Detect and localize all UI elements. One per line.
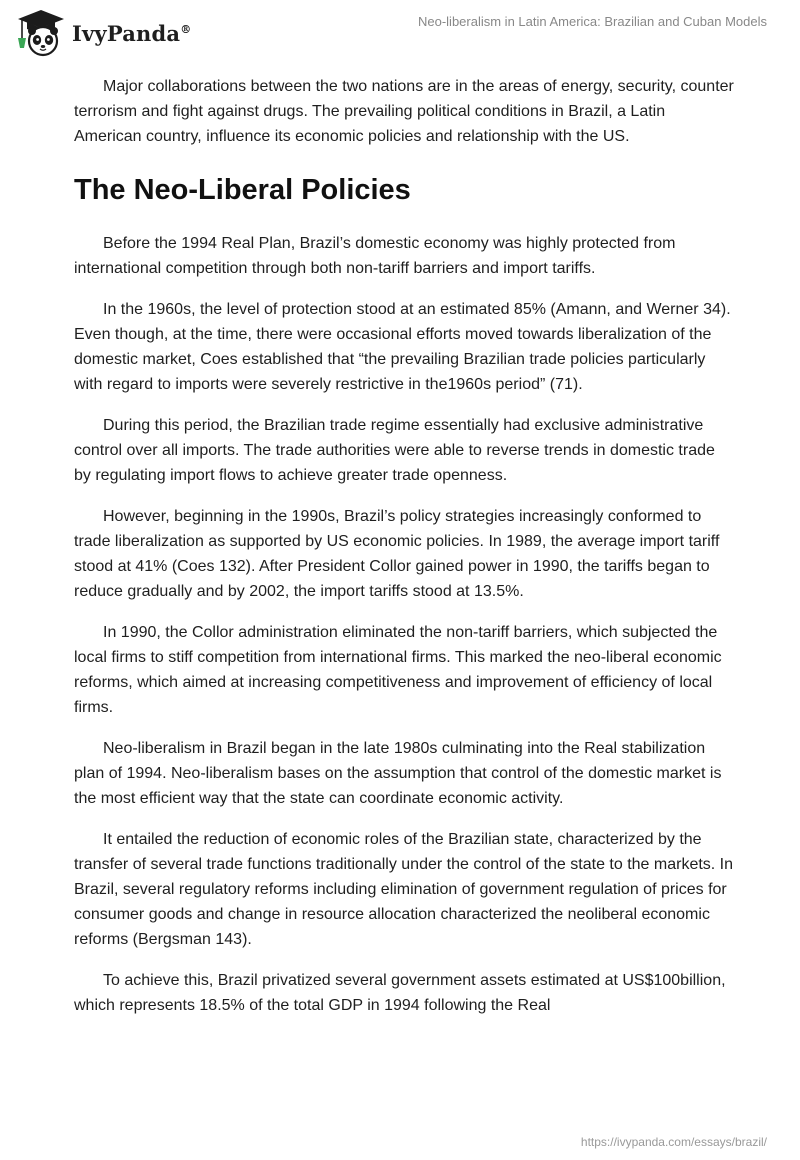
essay-body [74, 74, 734, 1034]
body-paragraph: During this period, the Brazilian trade regime essentially had exclusive administrative control over all imports. The trade authorities were able to reverse trends in domestic trade by regulating import flows to achieve greater trade openness. [74, 417, 715, 484]
document-title: Neo-liberalism in Latin America: Brazilian and Cuban Models [417, 14, 767, 29]
body-paragraph: Neo-liberalism in Brazil began in the late 1980s culminating into the Real stabilization plan of 1994. Neo-liberalism bases on the assumption that control of the domestic market is the most efficient way that the state can coordinate economic activity. [74, 740, 722, 807]
section-heading: The Neo-Liberal Policies [74, 174, 411, 206]
intro-paragraph: Major collaborations between the two nations are in the areas of energy, security, counter terrorism and fight against drugs. The prevailing political conditions in Brazil, a Latin American country, influence its economic policies and relationship with the US. [74, 78, 734, 145]
registered-mark: ® [180, 22, 192, 36]
body-paragraph: To achieve this, Brazil privatized several government assets estimated at US$100billion, which represents 18.5% of the total GDP in 1994 following the Real [74, 972, 726, 1014]
ivypanda-logo[interactable] [14, 8, 191, 58]
body-paragraph: It entailed the reduction of economic roles of the Brazilian state, characterized by the transfer of several trade functions traditionally under the control of the state to the markets. In Brazil, several regulatory reforms including elimination of government regulation of prices for consumer goods and change in resource allocation characterized the neoliberal economic reforms (Bergsman 143). [74, 831, 734, 948]
brand-name: IvyPanda® [72, 20, 192, 46]
source-url[interactable]: https://ivypanda.com/essays/brazil/ [580, 1135, 767, 1149]
panda-graduation-cap-icon [14, 8, 68, 58]
body-paragraph: However, beginning in the 1990s, Brazil’s policy strategies increasingly conformed to trade liberalization as supported by US economic policies. In 1989, the average import tariff stood at 41% (Coes 132). After President Collor gained power in 1990, the tariffs began to reduce gradually and by 2002, the import tariffs stood at 13.5%. [74, 508, 720, 600]
body-paragraph: In 1990, the Collor administration eliminated the non-tariff barriers, which subjected the local firms to stiff competition from international firms. This marked the neo-liberal economic reforms, which aimed at increasing competitiveness and improvement of efficiency of local firms. [74, 624, 722, 716]
body-paragraph: In the 1960s, the level of protection stood at an estimated 85% (Amann, and Werner 34). Even though, at the time, there were occasional efforts moved towards liberalization of the domestic market, Coes established that “the prevailing Brazilian trade policies particularly with regard to imports were severely restrictive in the1960s period” (71). [74, 301, 731, 393]
body-paragraph: Before the 1994 Real Plan, Brazil’s domestic economy was highly protected from international competition through both non-tariff barriers and import tariffs. [74, 235, 676, 277]
page-header [0, 0, 800, 70]
